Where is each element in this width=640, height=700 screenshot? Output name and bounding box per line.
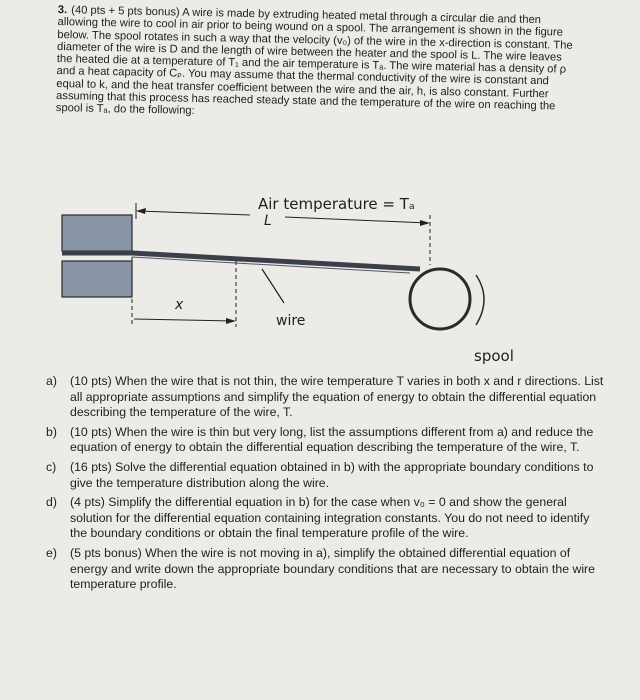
part-e-text: (5 pts bonus) When the wire is not moving in a), simplify the obtained differential equation of energy and write down the appropriate boundary conditions that are necessary to obtain the wire temperature profile.: [70, 545, 595, 592]
wire-label: wire: [276, 313, 306, 329]
part-d-text: (4 pts) Simplify the differential equation in b) for the case when v₀ = 0 and show the general solution for the differential equation containing integration constants. You do not need to identify the boundary conditions or obtain the final temperature profile of the wire.: [70, 495, 590, 541]
part-c-text: (16 pts) Solve the differential equation obtained in b) with the appropriate boundary conditions to give the temperature distribution along the wire.: [70, 459, 594, 490]
figure: [0, 185, 640, 370]
x-label: x: [175, 297, 184, 313]
part-b: [46, 425, 606, 456]
part-c: [46, 460, 606, 491]
part-d: [46, 495, 606, 542]
wire-leader-line: [262, 269, 284, 303]
spool-circle: [410, 269, 470, 329]
length-dim-left: [138, 211, 250, 215]
part-d-label: d): [46, 495, 57, 510]
die-upper-block: [62, 215, 132, 251]
length-arrow-left: [136, 208, 146, 214]
problem-statement: [56, 4, 578, 126]
part-c-label: c): [46, 459, 57, 474]
air-temperature-label: Air temperature = Tₐ: [258, 195, 415, 213]
part-e: [46, 546, 606, 593]
length-label: L: [264, 213, 272, 229]
spool-label: spool: [474, 347, 514, 365]
part-e-label: e): [46, 545, 57, 560]
question-parts: [46, 374, 606, 597]
die-lower-block: [62, 261, 132, 297]
x-arrow-right: [226, 318, 236, 324]
part-a-label: a): [46, 374, 57, 388]
x-dim-line: [134, 319, 234, 321]
part-b-label: b): [46, 424, 57, 439]
part-b-text: (10 pts) When the wire is thin but very long, list the assumptions different from a) and reduce the equation of energy to obtain the differential equation describing the temperature of the wire, T.: [70, 424, 594, 455]
spool-rotation-arc: [476, 275, 484, 325]
length-arrow-right: [420, 220, 430, 226]
length-dim-right: [285, 217, 428, 223]
part-a: [46, 374, 606, 421]
problem-text: (40 pts + 5 pts bonus) A wire is made by extruding heated metal through a circular die and then allowing the wire to cool in air prior to being wound on a spool. The arrangement is shown in the figure below. The spool rotates in such a way that the velocity (v₀) of the wire in the x-direction is constant. The diameter of the wire is D and the length of wire between the heater and the spool is L. The wire leaves the heated die at a temperature of T₁ and the air temperature is Tₐ. The wire material has a density of ρ and a heat capacity of Cₚ. You may assume that the thermal conductivity of the wire is constant and equal to k, and the heat transfer coefficient between the wire and the air, h, is also constant. Further assuming that this process has reached steady state and the temperature of the wire on reaching the spool is Tₐ, do the following:: [55, 4, 573, 118]
part-a-text: (10 pts) When the wire that is not thin, the wire temperature T varies in both x and r directions. List all appropriate assumptions and simplify the equation of energy to obtain the differential equation describing the temperature of the wire, T.: [70, 374, 604, 420]
problem-number: 3.: [57, 4, 68, 17]
